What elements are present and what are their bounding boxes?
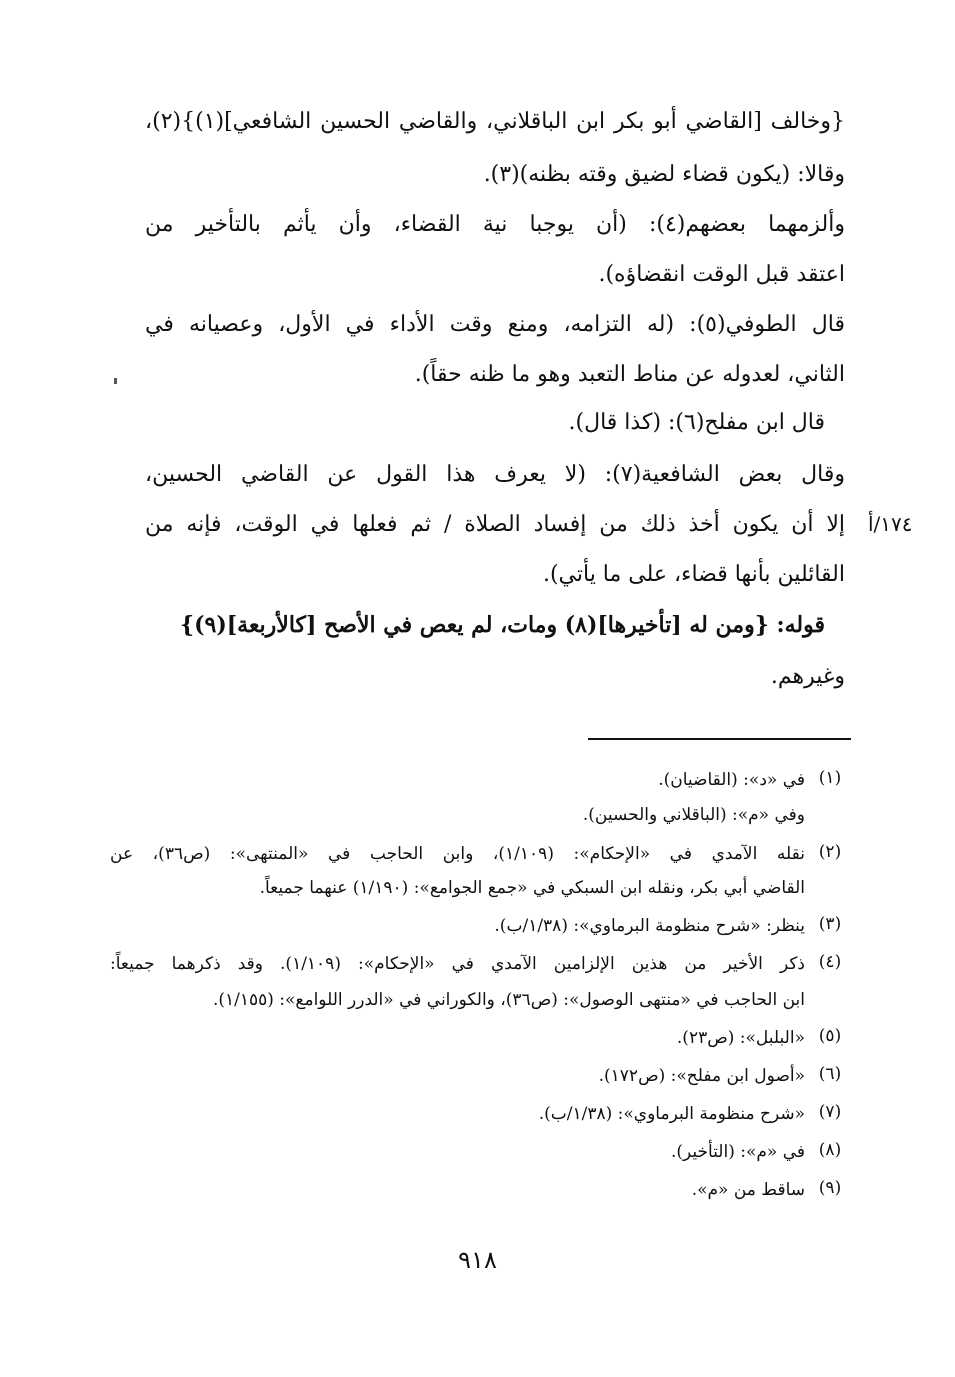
footnote-number: (٩) [818,1178,842,1198]
footnote-text: القاضي أبي بكر، ونقله ابن السبكي في «جمع الجوامع»: (١/١٩٠) عنهما جميعاً. [259,878,805,898]
footnote-number: (٦) [818,1064,842,1084]
footnote-text: «شرح منظومة البرماوي»: (١/٣٨/ب). [538,1104,805,1124]
body-line-4: اعتقد قبل الوقت انقضاؤه). [598,262,845,287]
body-line-6: الثاني، لعدوله عن مناط التعبد وهو ما ظنه حقاً). [414,362,845,387]
body-line-8: وقال بعض الشافعية(٧): (لا يعرف هذا القول عن القاضي الحسين، [145,462,845,487]
body-line-3: وألزمهما بعضهم(٤): (أن يوجبا نية القضاء، وأن يأثم بالتأخير من [145,212,845,237]
footnote-text: في «د»: (القاضيان). [658,770,805,790]
footnote-text: ابن الحاجب في «منتهى الوصول»: (ص٣٦)، والكوراني في «الدرر اللوامع»: (١/١٥٥). [212,990,805,1010]
footnote-text: في «م»: (التأخير). [670,1142,805,1162]
footnote-text: ينظر: «شرح منظومة البرماوي»: (١/٣٨/ب). [494,916,805,936]
footnote-number: (٥) [818,1026,842,1046]
footnote-number: (٨) [818,1140,842,1160]
body-line-5: قال الطوفي(٥): (له التزامه، ومنع وقت الأداء في الأول، وعصيانه في [145,312,845,337]
footnote-number: (٤) [818,952,842,972]
body-line-11: قوله: {ومن له [تأخيرها](٨) ومات، لم يعص في الأصح [كالأربعة](٩)} [179,612,825,638]
body-line-10: القائلين بأنها قضاء، على ما يأتي). [542,562,845,587]
stray-mark [114,378,117,384]
footnote-text: «البلبل»: (ص٢٣). [676,1028,805,1048]
margin-folio-note: ١٧٤/أ [868,512,913,536]
body-line-7: قال ابن مفلح(٦): (كذا قال). [568,410,825,435]
footnote-separator [588,738,851,740]
footnote-text: نقله الآمدي في «الإحكام»: (١/١٠٩)، وابن الحاجب في «المنتهى»: (ص٣٦)، عن [110,844,806,864]
page-number: ٩١٨ [458,1246,497,1274]
body-line-1: {وخالف [القاضي أبو بكر ابن الباقلاني، والقاضي الحسين الشافعي](١)}(٢)، [145,109,845,134]
footnote-text: ساقط من «م». [691,1180,805,1200]
footnote-number: (٣) [818,914,842,934]
footnote-text: «أصول ابن مفلح»: (ص١٧٢). [598,1066,805,1086]
body-line-12: وغيرهم. [770,664,845,689]
footnote-number: (٧) [818,1102,842,1122]
footnote-text: وفي «م»: (الباقلاني والحسين). [582,805,805,825]
footnote-text: ذكر الأخير من هذين الإلزامين الآمدي في «الإحكام»: (١/١٠٩). وقد ذكرهما جميعاً: [110,954,805,974]
body-line-2: وقالا: (يكون قضاء لضيق وقته بظنه)(٣). [483,162,845,187]
footnote-number: (٢) [818,842,842,862]
footnote-number: (١) [818,768,842,788]
body-line-9: إلا أن يكون أخذ ذلك من إفساد الصلاة / ثم فعلها في الوقت، فإنه من [145,512,845,537]
